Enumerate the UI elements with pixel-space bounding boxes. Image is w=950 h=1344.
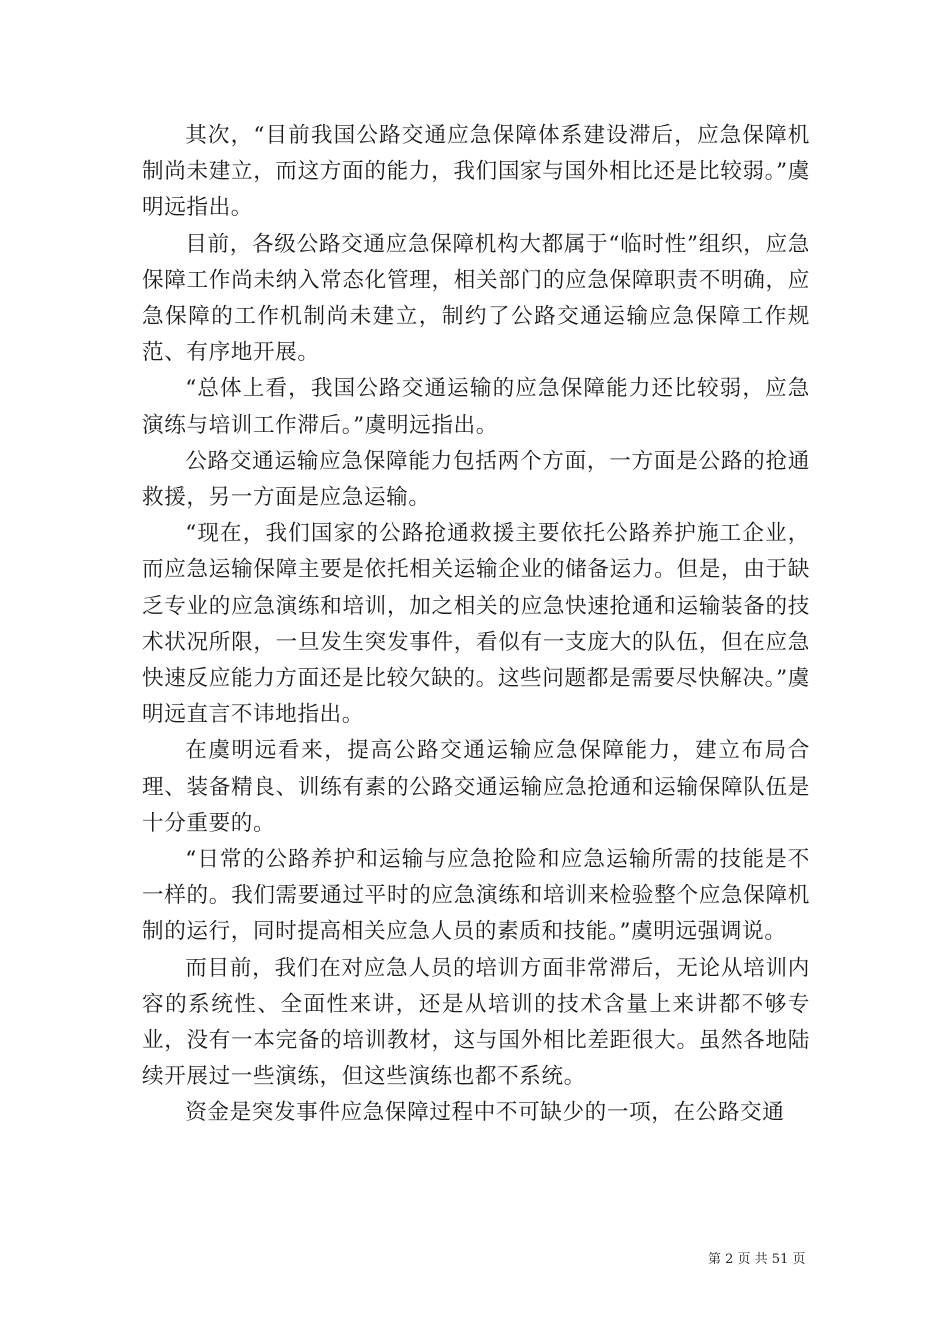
article-body (142, 118, 810, 1132)
paragraph-7: “日常的公路养护和运输与应急抢险和应急运输所需的技能是不一样的。我们需要通过平时的应急演练和培训来检验整个应急保障机制的运行，同时提高相关应急人员的素质和技能。”虞明远强调说。 (142, 847, 810, 945)
paragraph-5: “现在，我们国家的公路抢通救援主要依托公路养护施工企业，而应急运输保障主要是依托相关运输企业的储备运力。但是，由于缺乏专业的应急演练和培训，加之相关的应急快速抢通和运输装备的技术状况所限，一旦发生突发事件，看似有一支庞大的队伍，但在应急快速反应能力方面还是比较欠缺的。这些问题都是需要尽快解决。”虞明远直言不讳地指出。 (142, 521, 810, 728)
paragraph-8: 而目前，我们在对应急人员的培训方面非常滞后，无论从培训内容的系统性、全面性来讲，还是从培训的技术含量上来讲都不够专业，没有一本完备的培训教材，这与国外相比差距很大。虽然各地陆续开展过一些演练，但这些演练也都不系统。 (142, 955, 810, 1090)
paragraph-1: 其次，“目前我国公路交通应急保障体系建设滞后，应急保障机制尚未建立，而这方面的能力，我们国家与国外相比还是比较弱。”虞明远指出。 (142, 123, 810, 221)
paragraph-4: 公路交通运输应急保障能力包括两个方面，一方面是公路的抢通救援，另一方面是应急运输。 (142, 448, 810, 511)
paragraph-6: 在虞明远看来，提高公路交通运输应急保障能力，建立布局合理、装备精良、训练有素的公路交通运输应急抢通和运输保障队伍是十分重要的。 (142, 738, 810, 836)
paragraph-2: 目前，各级公路交通应急保障机构大都属于“临时性”组织，应急保障工作尚未纳入常态化管理，相关部门的应急保障职责不明确，应急保障的工作机制尚未建立，制约了公路交通运输应急保障工作规范、有序地开展。 (142, 231, 810, 366)
page-number-footer: 第 2 页 共 51 页 (708, 1252, 806, 1267)
paragraph-9: 资金是突发事件应急保障过程中不可缺少的一项，在公路交通 (185, 1100, 785, 1126)
paragraph-3: “总体上看，我国公路交通运输的应急保障能力还比较弱，应急演练与培训工作滞后。”虞明远指出。 (142, 376, 810, 438)
